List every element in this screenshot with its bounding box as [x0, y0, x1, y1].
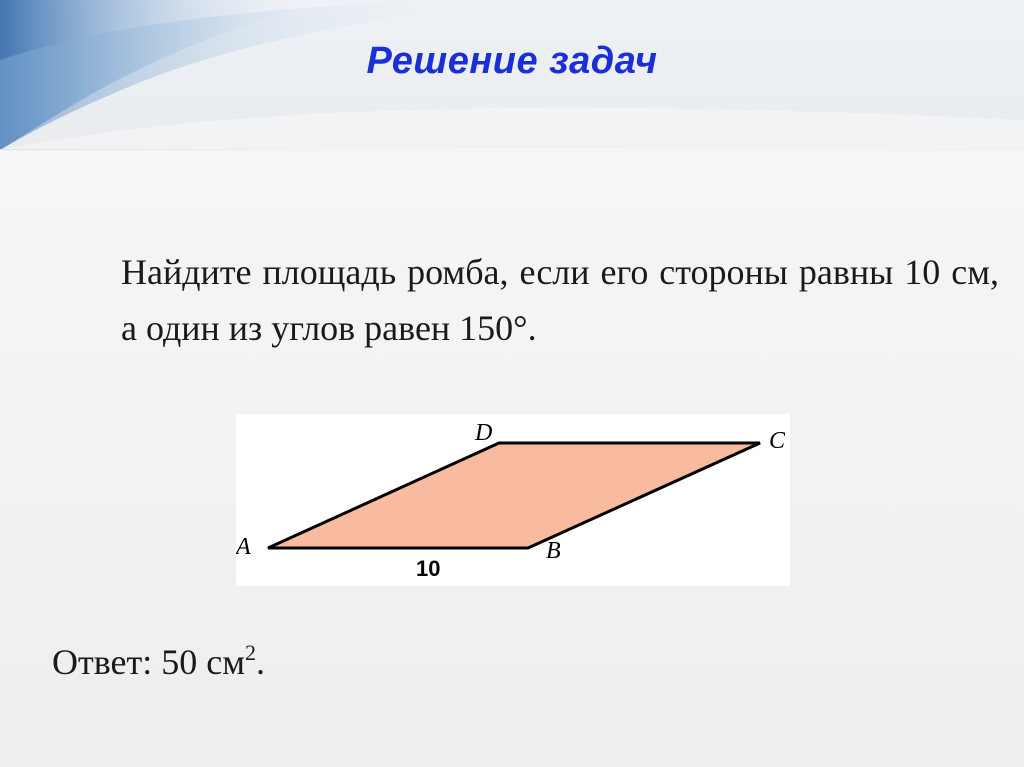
vertex-label-b: B: [546, 538, 561, 564]
side-length-label: 10: [416, 556, 441, 581]
rhombus-diagram: [236, 414, 790, 586]
slide-header: [0, 0, 1024, 150]
header-divider: [0, 149, 1024, 150]
answer-suffix: .: [256, 642, 265, 682]
vertex-label-a: A: [236, 534, 251, 560]
slide-title: Решение задач: [366, 40, 658, 82]
vertex-label-d: D: [475, 420, 493, 446]
rhombus-figure: [236, 414, 790, 586]
vertex-label-c: C: [769, 428, 786, 454]
problem-statement: Найдите площадь ромба, если его стороны равны 10 см, а один из углов равен 150°.: [121, 252, 999, 348]
answer-exponent: 2: [245, 640, 256, 665]
answer-text: [52, 640, 265, 683]
rhombus-shape: [268, 443, 760, 548]
answer-main: Ответ: 50 см: [52, 642, 245, 682]
